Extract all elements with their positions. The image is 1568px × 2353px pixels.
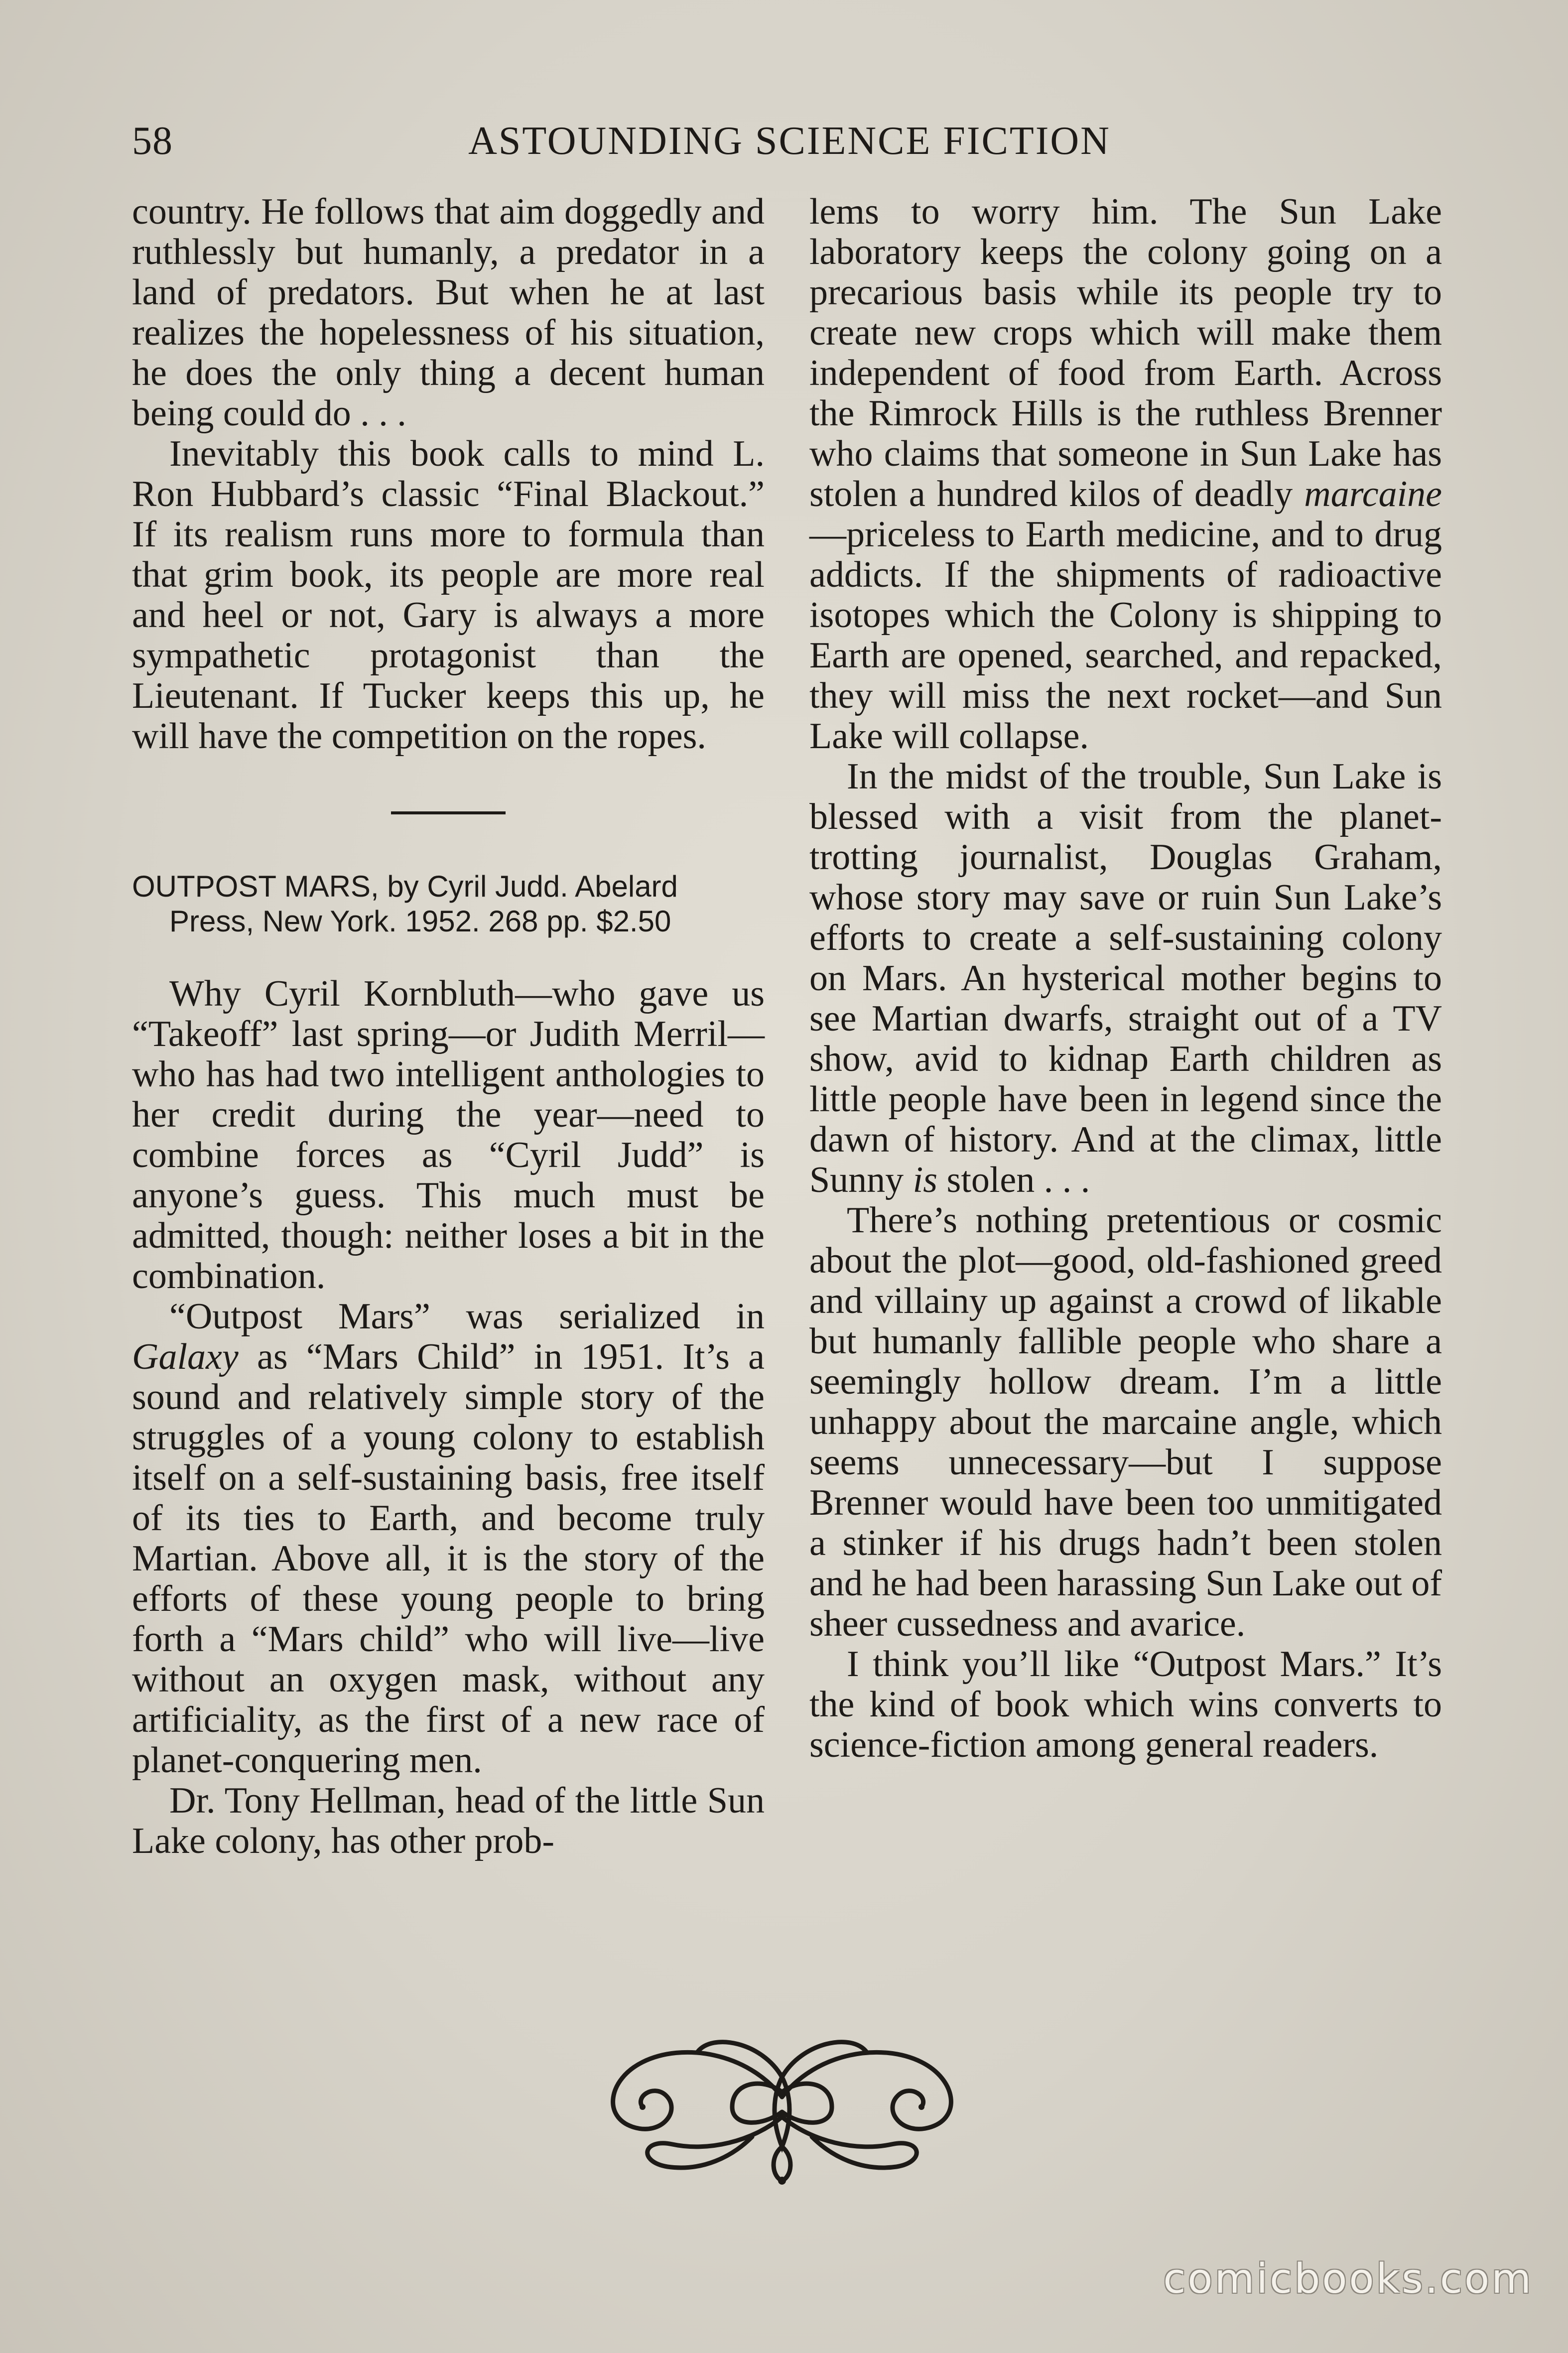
running-title: ASTOUNDING SCIENCE FICTION (468, 119, 1111, 163)
paragraph: Why Cyril Kornbluth—who gave us “Takeoff” last spring—or Judith Merril—who has had two intelligent anthologies to her credit during the year—need to combine forces as “Cyril Judd” is anyone’s guess. This much must be admitted, though: neither loses a bit in the combination. (132, 973, 765, 1297)
italic-word: marcaine (1304, 474, 1442, 515)
paragraph: lems to worry him. The Sun Lake laboratory keeps the colony going on a precarious basis while its people try to create new crops which will make them independent of food from Earth. Across the Rimrock Hills is the ruthless Brenner who claims that someone in Sun Lake has stolen a hundred kilos of deadly marcaine—priceless to Earth medicine, and to drug addicts. If the shipments of radioactive isotopes which the Colony is shipping to Earth are opened, searched, and repacked, they will miss the next rocket—and Sun Lake will collapse. (809, 191, 1442, 757)
paragraph: Inevitably this book calls to mind L. Ron Hubbard’s classic “Final Blackout.” If its realism runs more to formula than that grim book, its people are more real and heel or not, Gary is always a more sympathetic protagonist than the Lieutenant. If Tucker keeps this up, he will have the competition on the ropes. (132, 433, 765, 757)
italic-word: is (913, 1160, 938, 1200)
italic-title: Galaxy (132, 1336, 239, 1377)
paragraph: There’s nothing pretentious or cosmic about the plot—good, old-fashioned greed and villainy up against a crowd of likable but humanly fallible people who share a seemingly hollow dream. I’m a little unhappy about the marcaine angle, which seems unnecessary—but I suppose Brenner would have been too unmitigated a stinker if his drugs hadn’t been stolen and he had been harassing Sun Lake out of sheer cussedness and avarice. (809, 1200, 1442, 1644)
paragraph: I think you’ll like “Outpost Mars.” It’s the kind of book which wins converts to science-fiction among general readers. (809, 1644, 1442, 1765)
left-column (132, 192, 765, 1861)
paragraph: In the midst of the trouble, Sun Lake is blessed with a visit from the planet-trotting journalist, Douglas Graham, whose story may save or ruin Sun Lake’s efforts to create a self-sustaining colony on Mars. An hysterical mother begins to see Martian dwarfs, straight out of a TV show, avid to kidnap Earth children as little people have been in legend since the dawn of history. And at the climax, little Sunny is stolen . . . (809, 756, 1442, 1200)
scroll-ornament-icon (583, 2022, 981, 2192)
paragraph: Dr. Tony Hellman, head of the little Sun Lake colony, has other prob- (132, 1780, 765, 1861)
page-number: 58 (132, 119, 173, 163)
paragraph: country. He follows that aim doggedly and ruthlessly but humanly, a predator in a land of predators. But when he at last realizes the hopelessness of his situation, he does the only thing a decent human being could do . . . (132, 191, 765, 434)
paragraph: “Outpost Mars” was serialized in Galaxy as “Mars Child” in 1951. It’s a sound and relatively simple story of the struggles of a young colony to establish itself on a self-sustaining basis, free itself of its ties to Earth, and become truly Martian. Above all, it is the story of the efforts of these young people to bring forth a “Mars child” who will live—live without an oxygen mask, without any artificiality, as the first of a new race of planet-conquering men. (132, 1296, 765, 1781)
watermark: comicbooks.com (1163, 2255, 1533, 2303)
right-column (809, 192, 1442, 1765)
book-entry-heading: OUTPOST MARS, by Cyril Judd. Abelard Press, New York. 1952. 268 pp. $2.50 (132, 870, 678, 938)
page-header (132, 119, 1447, 173)
section-divider (391, 811, 506, 814)
